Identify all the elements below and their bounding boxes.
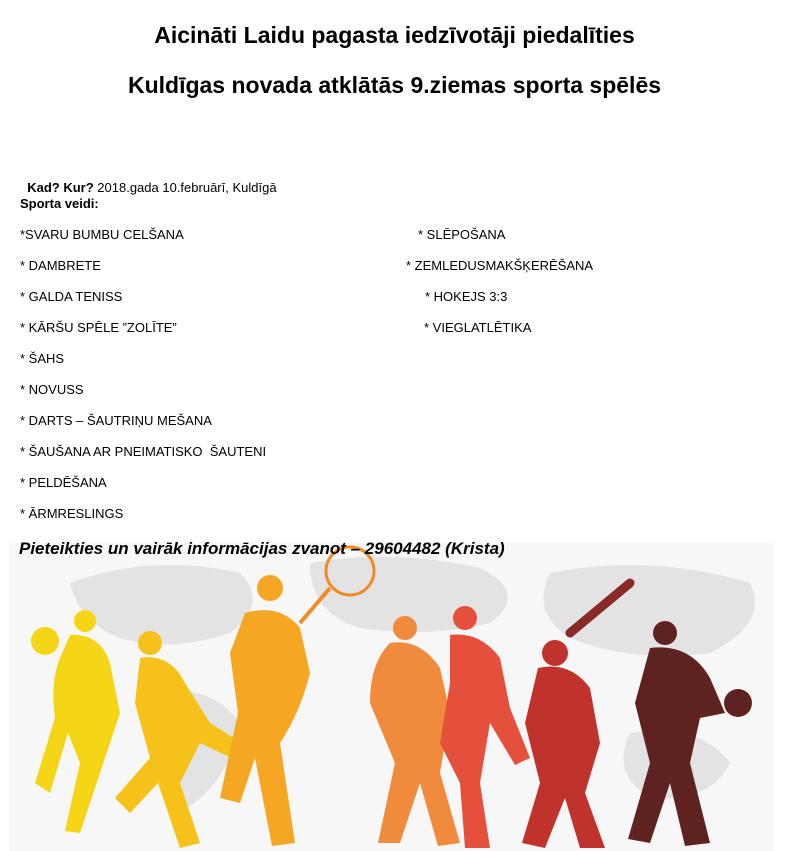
when-label: Kad? Kur? [27, 180, 94, 195]
title-line-1: Aicināti Laidu pagasta iedzīvotāji piedalīties [154, 22, 635, 48]
sport-item: * GALDA TENISS [20, 289, 123, 304]
sport-item: * HOKEJS 3:3 [425, 289, 508, 304]
contact-info: Pieteikties un vairāk informācijas zvanot – 29604482 (Krista) [19, 539, 505, 558]
sport-item: * SLĒPOŠANA [418, 227, 506, 242]
sports-silhouettes-illustration [10, 543, 773, 851]
sport-item: * ZEMLEDUSMAKŠĶERĒŠANA [406, 258, 594, 273]
when-where-line [20, 165, 277, 195]
sport-item: * VIEGLATLĒTIKA [424, 320, 532, 335]
sport-item: * NOVUSS [20, 382, 84, 397]
sports-heading: Sporta veidi: [20, 196, 99, 211]
sport-item: * PELDĒŠANA [20, 475, 107, 490]
sport-item: * ŠAUŠANA AR PNEIMATISKO ŠAUTENI [20, 444, 267, 459]
sport-item: * ŠAHS [20, 351, 65, 366]
sport-item: * DARTS – ŠAUTRIŅU MEŠANA [20, 413, 212, 428]
when-value: 2018.gada 10.februārī, Kuldīgā [93, 180, 277, 195]
title-line-2: Kuldīgas novada atklātās 9.ziemas sporta spēlēs [127, 72, 662, 98]
sport-item: * KĀRŠU SPĒLE ”ZOLĪTE” [20, 320, 177, 335]
sport-item: *SVARU BUMBU CELŠANA [20, 227, 184, 242]
sport-item: * DAMBRETE [20, 258, 101, 273]
sport-item: * ĀRMRESLINGS [20, 506, 124, 521]
